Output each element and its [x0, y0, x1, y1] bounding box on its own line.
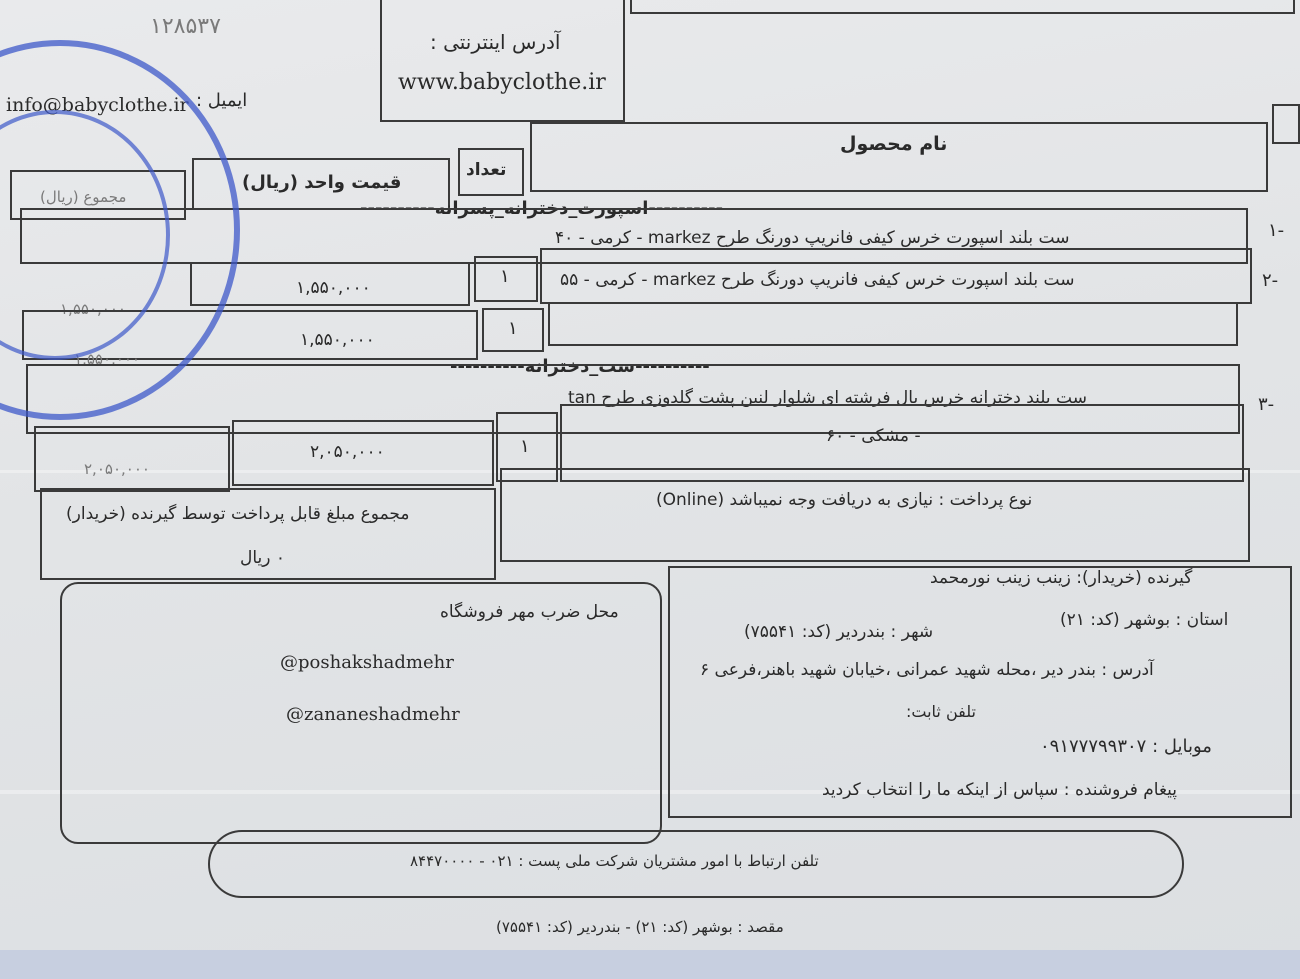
receiver-mobile: موبایل : ۰۹۱۷۷۷۹۹۳۰۷	[1040, 736, 1212, 757]
col-product-name: نام محصول	[840, 133, 948, 155]
top-right-box	[630, 0, 1295, 14]
group-title-sport: ----------اسپورت_دخترانه_پسرانه----------	[360, 198, 724, 219]
email-address: info@babyclothe.ir	[6, 94, 189, 116]
group-title-girls-set: ----------ست_دخترانه----------	[450, 356, 710, 377]
row-3-unit-price: ۲,۰۵۰,۰۰۰	[310, 442, 385, 462]
payment-type-cell	[500, 468, 1250, 562]
website-url: www.babyclothe.ir	[398, 70, 606, 95]
bottom-strip	[0, 950, 1300, 979]
website-box	[380, 0, 625, 122]
stamp-box-title: محل ضرب مهر فروشگاه	[440, 602, 619, 622]
instagram-handle-2: @zananeshadmehr	[286, 704, 460, 725]
destination: مقصد : بوشهر (کد: ۲۱) - بندردیر (کد: ۷۵۵۴۱)	[496, 918, 784, 936]
order-number: ۱۲۸۵۳۷	[150, 14, 221, 39]
row-2-lower-cell	[548, 302, 1238, 346]
internet-address-label: آدرس اینترنتی :	[430, 30, 561, 54]
col-total: مجموع (ریال)	[40, 188, 127, 206]
col-qty: تعداد	[466, 160, 507, 180]
receiver-province: استان : بوشهر (کد: ۲۱)	[1060, 610, 1229, 630]
receiver-city: شهر : بندردیر (کد: ۷۵۵۴۱)	[744, 622, 934, 642]
email-label: ایمیل :	[196, 90, 248, 111]
row-1-total: ۱,۵۵۰,۰۰۰	[60, 300, 126, 318]
row-3-qty: ۱	[520, 436, 530, 457]
row-2-product: ست بلند اسپورت خرس کیفی فانریپ دورنگ طرح markez - کرمی - ۵۵	[560, 270, 1075, 290]
payment-type: نوع پرداخت : نیازی به دریافت وجه نمیباشد (Online)	[656, 490, 1033, 510]
row-3-product-line2: - مشکی - ۶۰	[826, 426, 921, 446]
row-3-index: -۳	[1258, 394, 1275, 415]
receiver-name: گیرنده (خریدار): زینب زینب نورمحمد	[930, 568, 1193, 588]
row-2-unit-price: ۱,۵۵۰,۰۰۰	[300, 330, 375, 350]
receiver-address: آدرس : بندر دیر ،محله شهید عمرانی ،خیابان شهید باهنر،فرعی ۶	[700, 660, 1154, 680]
payment-sum-value: ۰ ریال	[240, 548, 286, 568]
payment-sum-label: مجموع مبلغ قابل پرداخت توسط گیرنده (خریدار)	[66, 504, 410, 524]
row-1-qty: ۱	[500, 266, 510, 287]
header-index-cell	[1272, 104, 1300, 144]
seller-message: پیغام فروشنده : سپاس از اینکه ما را انتخاب کردید	[822, 780, 1178, 800]
receiver-phone: تلفن ثابت:	[906, 702, 976, 721]
row-3-product: ست بلند دخترانه خرس بال فرشته ای شلوار لنین پشت گلدوزی طرح tan	[568, 388, 1087, 408]
row-1-index: -۱	[1268, 220, 1285, 241]
row-1-unit-price: ۱,۵۵۰,۰۰۰	[296, 278, 371, 298]
support-phone: تلفن ارتباط با امور مشتریان شرکت ملی پست : ۰۲۱ - ۸۴۴۷۰۰۰۰	[410, 852, 819, 870]
row-3-total: ۲,۰۵۰,۰۰۰	[84, 460, 150, 478]
row-2-qty: ۱	[508, 318, 518, 339]
row-1-product: ست بلند اسپورت خرس کیفی فانریپ دورنگ طرح markez - کرمی - ۴۰	[555, 228, 1070, 248]
row-2-total: ۱,۵۵۰,۰۰۰	[74, 350, 140, 368]
instagram-handle-1: @poshakshadmehr	[280, 652, 454, 673]
row-2-index: -۲	[1262, 270, 1279, 291]
col-unit-price: قیمت واحد (ریال)	[242, 172, 402, 193]
row-3-total-cell	[34, 426, 230, 492]
